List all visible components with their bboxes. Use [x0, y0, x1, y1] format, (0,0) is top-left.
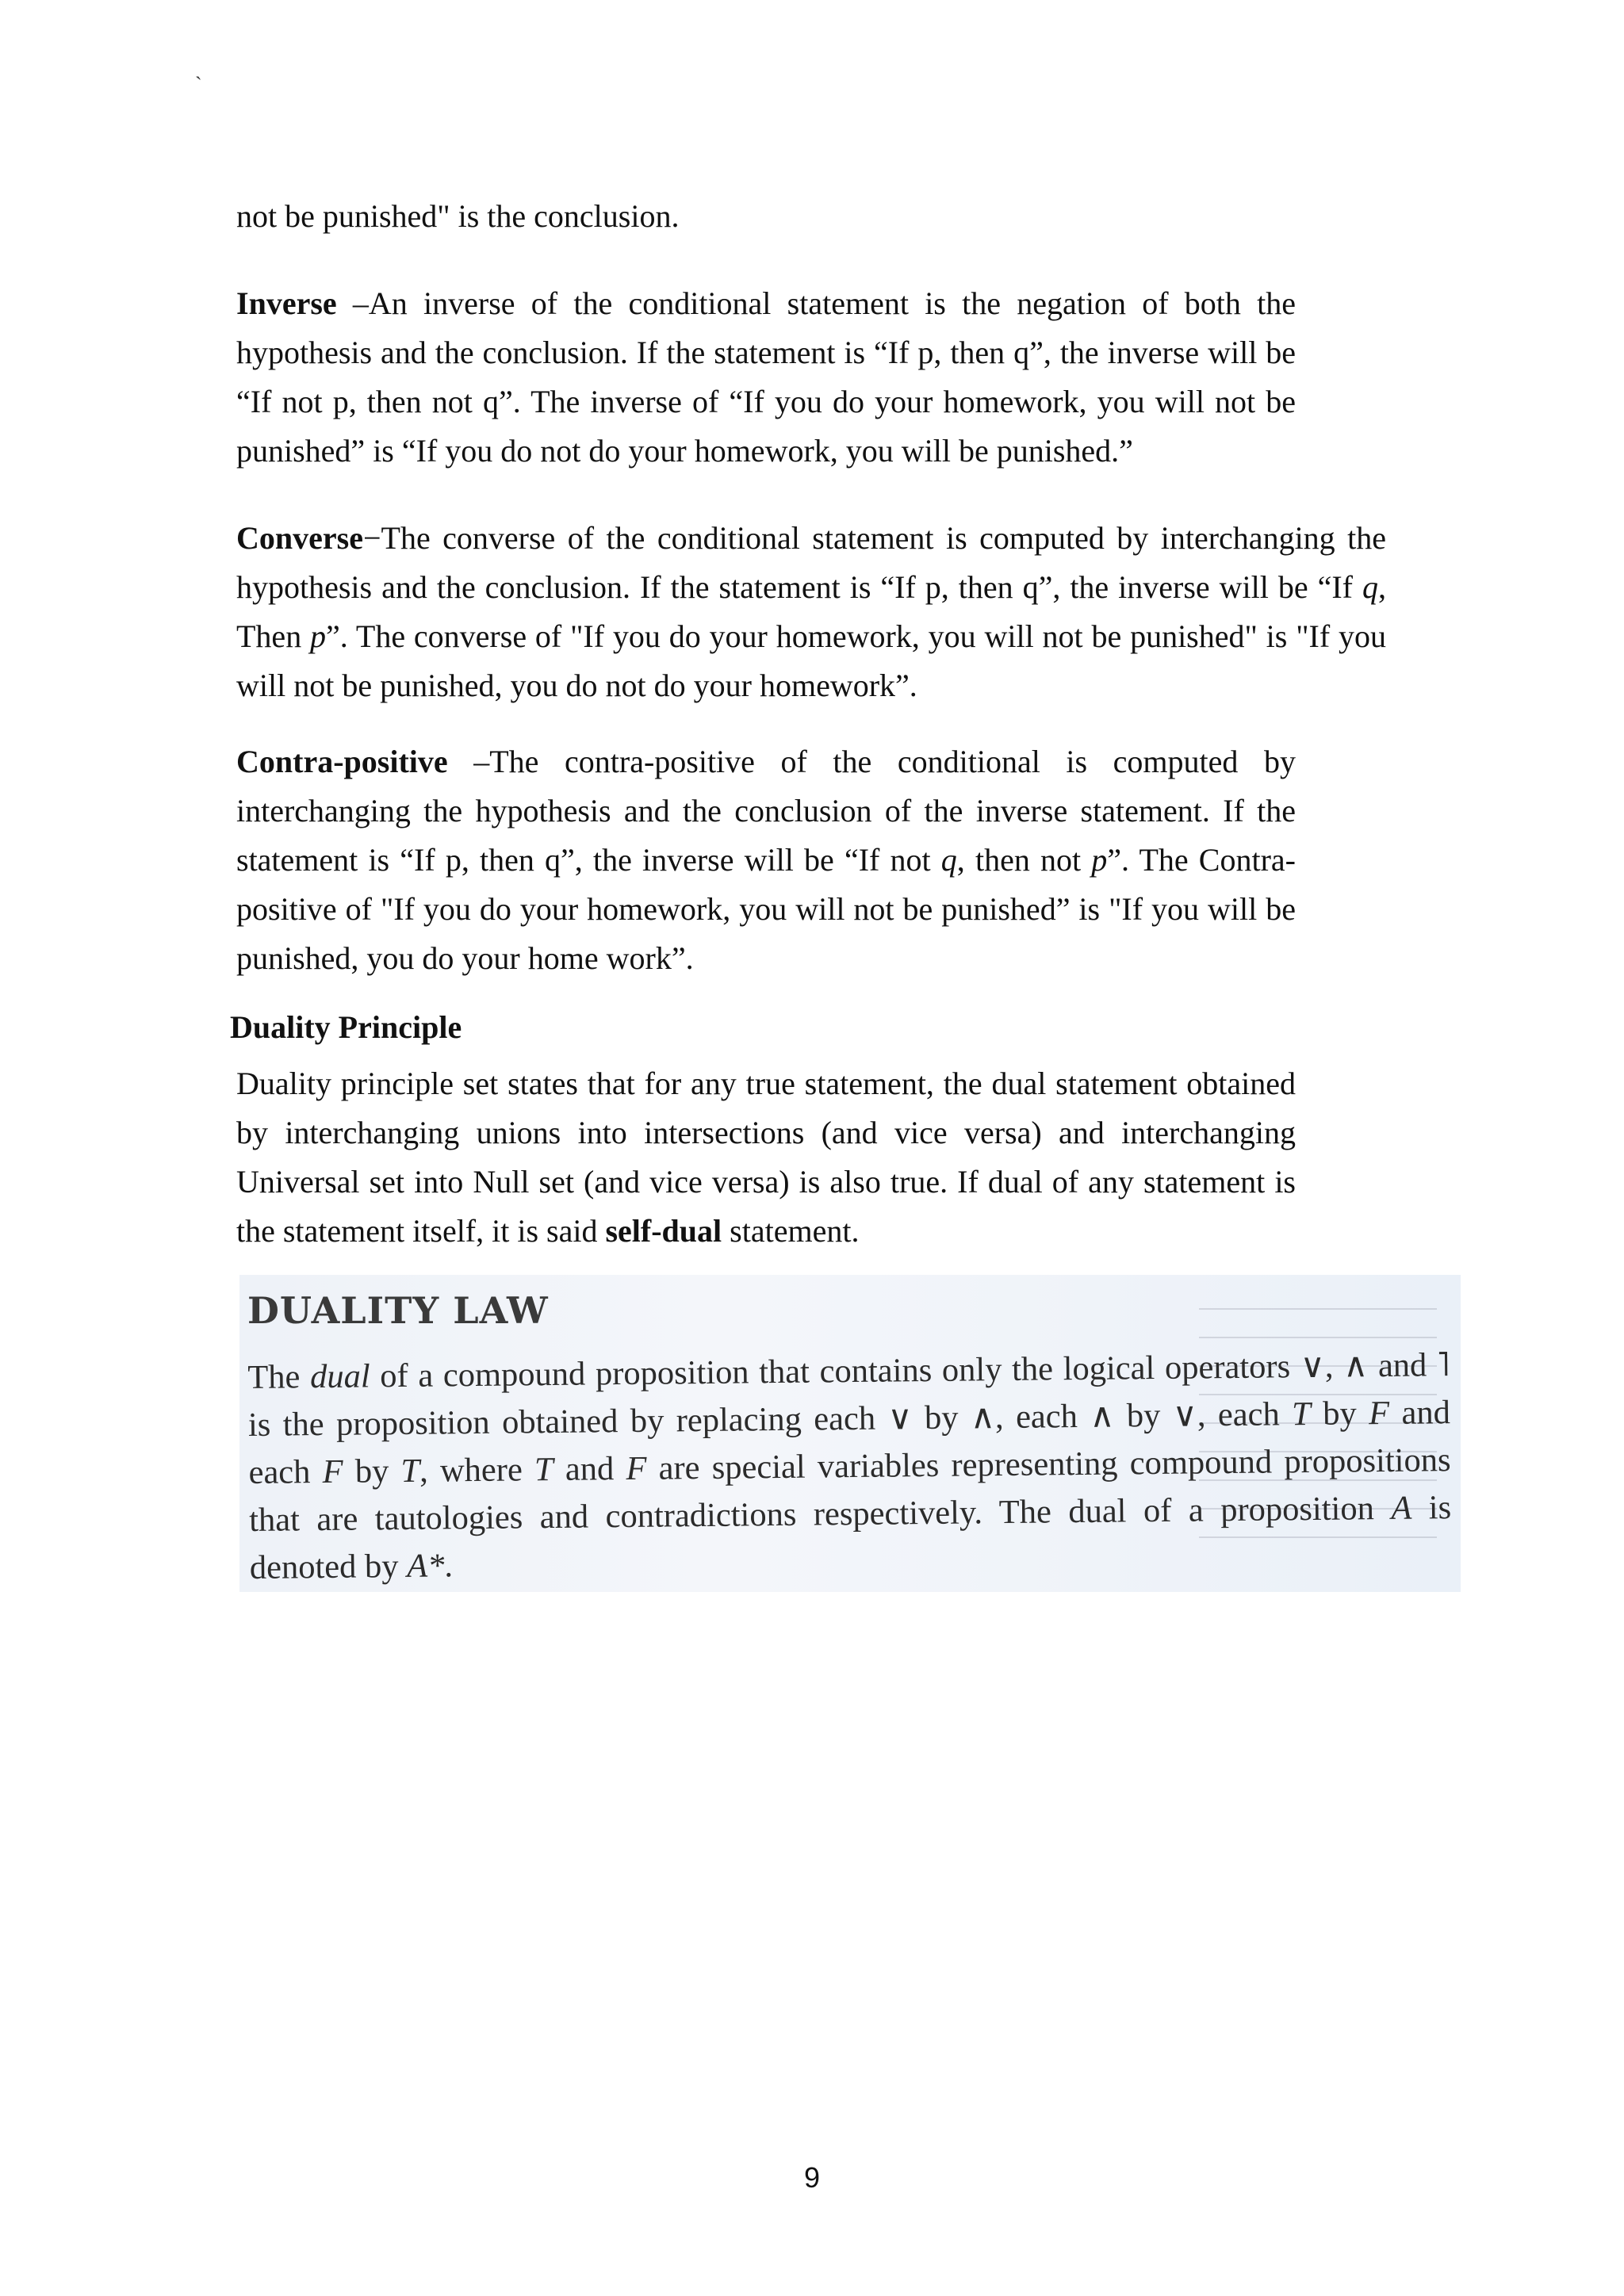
- duality-law-title: DUALITY LAW: [247, 1289, 549, 1332]
- duality-heading: Duality Principle: [230, 1009, 462, 1045]
- var-p: p: [310, 618, 327, 654]
- duality-paragraph: Duality principle set states that for any true statement, the dual statement obtained by interchanging unions into intersections (and vice versa) and interchanging Universal set into Null set (and vice versa) is also true. If dual of any statement is the statement itself, it is said self-dual statement.: [236, 1066, 1296, 1249]
- duality-law-scan-image: [239, 1275, 1461, 1592]
- contrapositive-paragraph: Contra-positive –The contra-positive of the conditional is computed by interchanging the hypothesis and the conclusion of the inverse statement. If the statement is “If p, then q”, the inverse will be “If not q, then not p”. The Contra-positive of "If you do your homework, you will not be punished” is "If you will be punished, you do your home work”.: [236, 744, 1296, 976]
- duality-law-text: The dual of a compound proposition that contains only the logical operators ∨, ∧ and ˥ is the proposition obtained by replacing each ∨ by ∧, each ∧ by ∨, each T by F and each F by T, where T and F are special variables representing compound propositions that are tautologies and contradictions respectively. The dual of a proposition A is denoted by A*.: [247, 1346, 1452, 1586]
- var-q: q: [940, 842, 957, 878]
- tick-mark: `: [195, 73, 202, 96]
- inverse-paragraph: [236, 279, 1296, 476]
- contrapositive-term: Contra-positive: [236, 744, 448, 779]
- page-number: 9: [803, 2161, 821, 2194]
- inverse-text: –An inverse of the conditional statement is the negation of both the hypothesis and the conclusion. If the statement is “If p, then q”, the inverse will be “If not p, then not q”. The inverse of “If you do your homework, you will not be punished” is “If you do not do your homework, you will be punished.”: [236, 285, 1296, 469]
- converse-paragraph: Converse−The converse of the conditional statement is computed by interchanging the hypothesis and the conclusion. If the statement is “If p, then q”, the inverse will be “If q, Then p”. The converse of "If you do your homework, you will not be punished" is "If you will not be punished, you do not do your homework”.: [236, 520, 1386, 703]
- var-p: p: [1091, 842, 1108, 878]
- converse-term: Converse: [236, 520, 363, 556]
- inverse-term: Inverse: [236, 285, 337, 321]
- var-q: q: [1362, 569, 1378, 605]
- intro-line: not be punished" is the conclusion.: [236, 198, 680, 234]
- self-dual-term: self-dual: [605, 1213, 722, 1249]
